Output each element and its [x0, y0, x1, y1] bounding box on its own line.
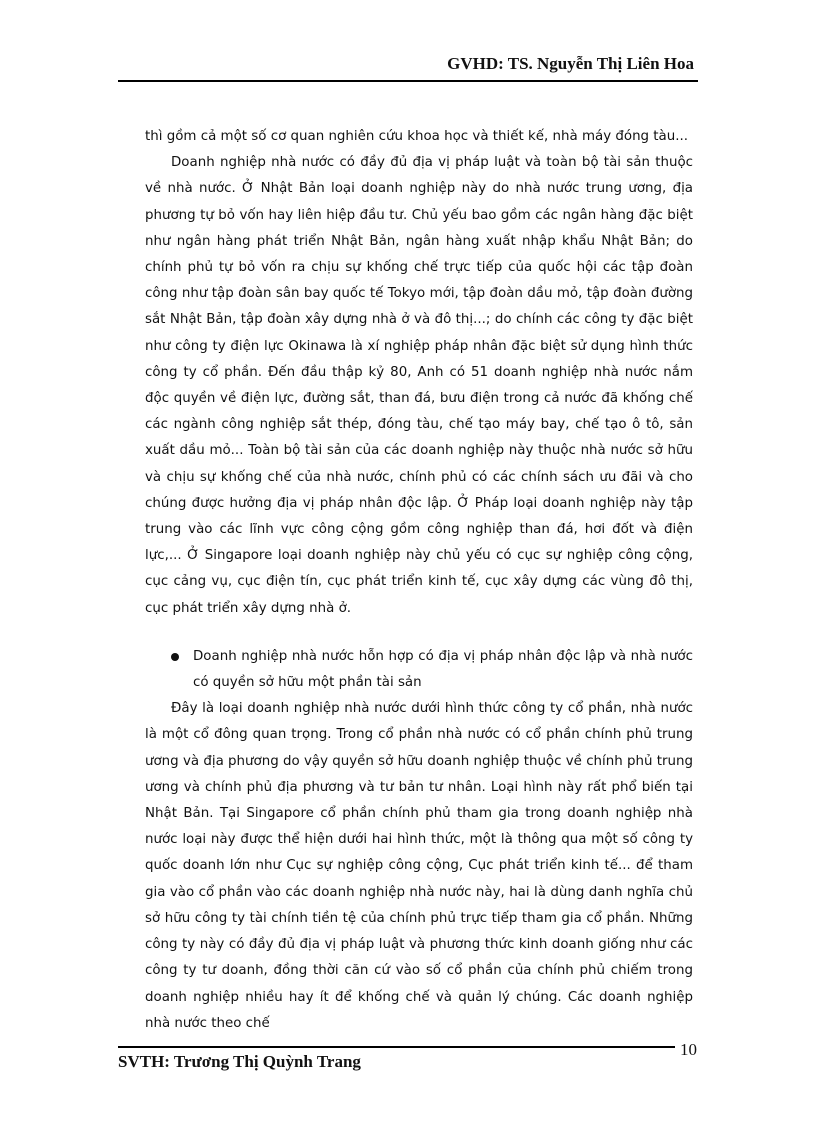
footer-rule	[118, 1046, 675, 1048]
page-number: 10	[680, 1040, 697, 1059]
bullet-item	[145, 644, 693, 696]
bullet-text: Doanh nghiệp nhà nước hỗn hợp có địa vị pháp nhân độc lập và nhà nước có quyền sở hữu một phần tài sản	[193, 648, 693, 691]
paragraph-state-enterprise: Doanh nghiệp nhà nước có đầy đủ địa vị pháp luật và toàn bộ tài sản thuộc về nhà nước. Ở Nhật Bản loại doanh nghiệp này do nhà nước trung ương, địa phương tự bỏ vốn hay liên hiệp đầu tư. Chủ yếu bao gồm các ngân hàng đặc biệt như ngân hàng phát triển Nhật Bản, ngân hàng xuất nhập khẩu Nhật Bản; do chính phủ tự bỏ vốn ra chịu sự khống chế trực tiếp của quốc hội các tập đoàn công như tập đoàn sân bay quốc tế Tokyo mới, tập đoàn dầu mỏ, tập đoàn đường sắt Nhật Bản, tập đoàn xây dựng nhà ở và đô thị...; do chính các công ty đặc biệt như công ty điện lực Okinawa là xí nghiệp pháp nhân đặc biệt sử dụng hình thức công ty cổ phần. Đến đầu thập kỷ 80, Anh có 51 doanh nghiệp nhà nước nắm độc quyền về điện lực, đường sắt, than đá, bưu điện trong cả nước đã khống chế các ngành công nghiệp sắt thép, đóng tàu, chế tạo máy bay, chế tạo ô tô, sản xuất dầu mỏ... Toàn bộ tài sản của các doanh nghiệp này thuộc nhà nước sở hữu và chịu sự khống chế của nhà nước, chính phủ có các chính sách ưu đãi và cho chúng được hưởng địa vị pháp nhân độc lập. Ở Pháp loại doanh nghiệp này tập trung vào các lĩnh vực công cộng gồm công nghiệp than đá, hơi đốt và điện lực,... Ở Singapore loại doanh nghiệp này chủ yếu có cục sự nghiệp công cộng, cục cảng vụ, cục điện tín, cục phát triển kinh tế, cục xây dựng các vùng đô thị, cục phát triển xây dựng nhà ở.	[145, 155, 693, 616]
paragraph-mixed-enterprise: Đây là loại doanh nghiệp nhà nước dưới hình thức công ty cổ phần, nhà nước là một cổ đông quan trọng. Trong cổ phần nhà nước có cổ phần chính phủ trung ương và địa phương do vậy quyền sở hữu doanh nghiệp thuộc về chính phủ trung ương và chính phủ địa phương và tư bản tư nhân. Loại hình này rất phổ biến tại Nhật Bản. Tại Singapore cổ phần chính phủ tham gia trong doanh nghiệp nhà nước loại này được thể hiện dưới hai hình thức, một là thông qua một số công ty quốc doanh lớn như Cục sự nghiệp công cộng, Cục phát triển kinh tế... để tham gia vào cổ phần vào các doanh nghiệp nhà nước này, hai là dùng danh nghĩa chủ sở hữu công ty tài chính tiền tệ của chính phủ trực tiếp tham gia cổ phần. Những công ty này có đầy đủ địa vị pháp luật và phương thức kinh doanh giống như các công ty tư doanh, đồng thời căn cứ vào số cổ phần của chính phủ chiếm trong doanh nghiệp nhiều hay ít để khống chế và quản lý chúng. Các doanh nghiệp nhà nước theo chế	[145, 701, 693, 1031]
paragraph-gap	[145, 622, 693, 644]
footer-student: SVTH: Trương Thị Quỳnh Trang	[118, 1052, 361, 1071]
header-supervisor: GVHD: TS. Nguyễn Thị Liên Hoa	[447, 54, 694, 73]
document-body	[145, 124, 693, 1037]
bullet-icon	[145, 644, 193, 670]
page-header	[118, 48, 698, 82]
paragraph-continuation: thì gồm cả một số cơ quan nghiên cứu khoa học và thiết kế, nhà máy đóng tàu...	[145, 129, 689, 144]
